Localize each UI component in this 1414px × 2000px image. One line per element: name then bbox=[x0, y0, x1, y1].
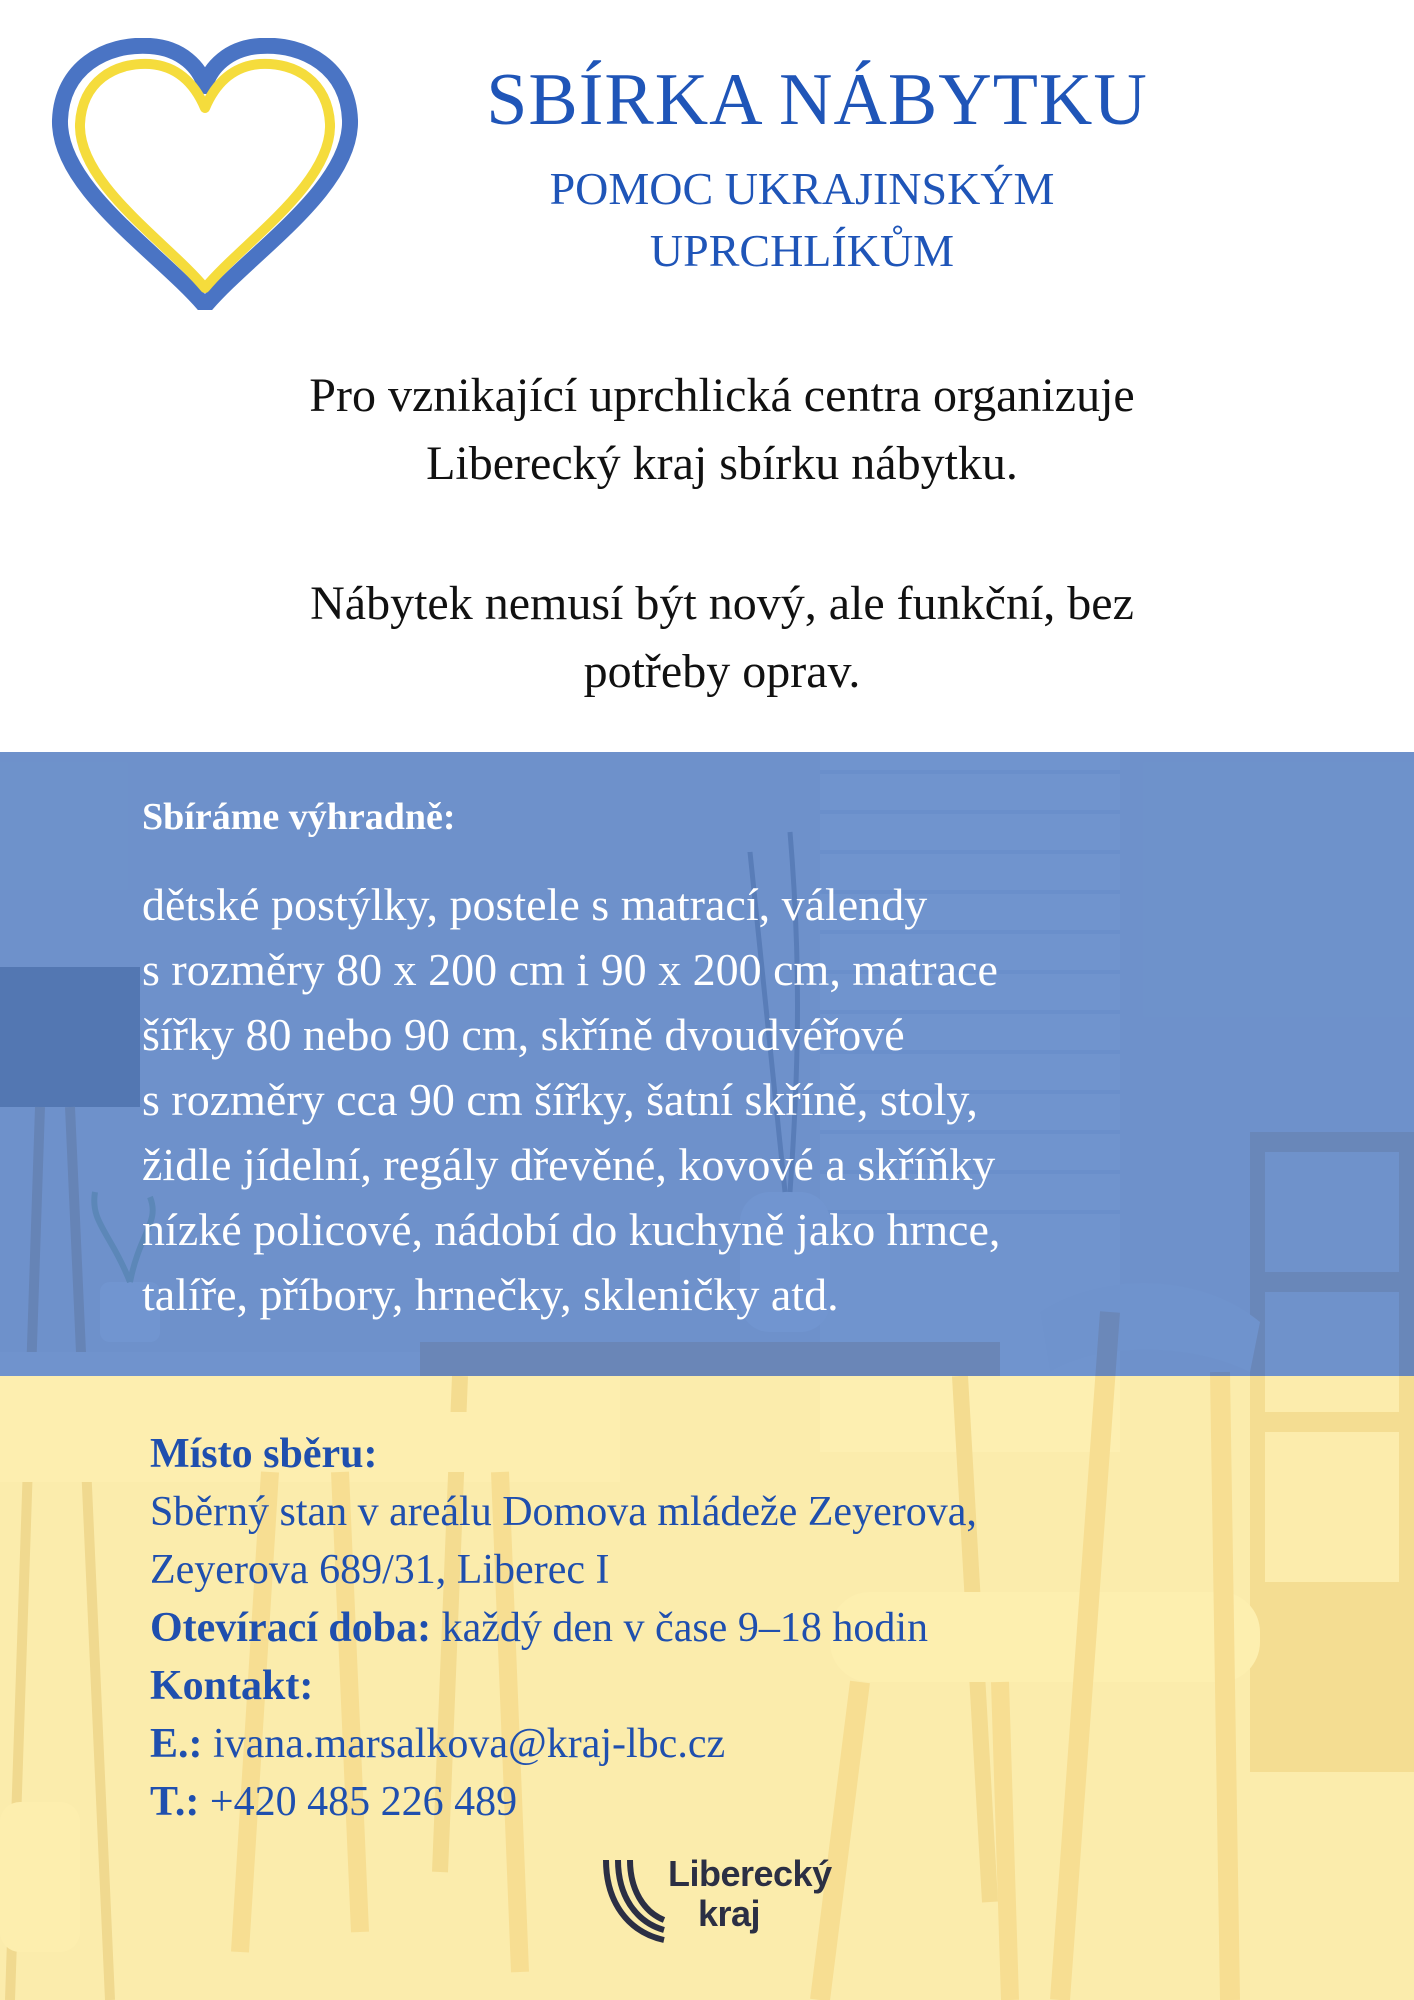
logo-line-1: Liberecký bbox=[668, 1853, 832, 1894]
poster-title: SBÍRKA NÁBYTKU bbox=[486, 59, 1148, 141]
intro-line: Nábytek nemusí být nový, ale funkční, bez bbox=[310, 577, 1134, 630]
items-heading: Sbíráme výhradně: bbox=[142, 796, 456, 838]
place-line-1: Sběrný stan v areálu Domova mládeže Zeyerova, bbox=[150, 1489, 977, 1535]
phone-value[interactable]: +420 485 226 489 bbox=[199, 1779, 518, 1825]
phone-label: T.: bbox=[150, 1779, 200, 1825]
logo-mark-icon bbox=[598, 1852, 668, 1948]
hours-label: Otevírací doba: bbox=[150, 1605, 432, 1651]
contact-label: Kontakt: bbox=[150, 1663, 314, 1709]
items-line: dětské postýlky, postele s matrací, válendy bbox=[142, 879, 928, 930]
items-line: židle jídelní, regály dřevěné, kovové a skříňky bbox=[142, 1139, 996, 1190]
logo-line-2: kraj bbox=[698, 1893, 761, 1934]
items-list bbox=[142, 872, 1272, 1327]
heart-icon bbox=[50, 38, 360, 310]
phone-row bbox=[150, 1773, 1300, 1831]
items-line: nízké policové, nádobí do kuchyně jako hrnce, bbox=[142, 1204, 1001, 1255]
email-label: E.: bbox=[150, 1721, 203, 1767]
place-line-2: Zeyerova 689/31, Liberec I bbox=[150, 1547, 610, 1593]
liberecky-kraj-logo bbox=[598, 1852, 832, 1948]
items-line: s rozměry cca 90 cm šířky, šatní skříně, stoly, bbox=[142, 1074, 978, 1125]
poster-subtitle bbox=[470, 158, 1134, 282]
items-line: talíře, příbory, hrnečky, skleničky atd. bbox=[142, 1269, 839, 1320]
items-line: šířky 80 nebo 90 cm, skříně dvoudvéřové bbox=[142, 1009, 905, 1060]
collection-info bbox=[150, 1425, 1300, 1831]
subtitle-line-1: POMOC UKRAJINSKÝM bbox=[549, 163, 1055, 214]
place-label: Místo sběru: bbox=[150, 1431, 378, 1477]
intro-paragraph-2 bbox=[150, 570, 1294, 706]
intro-line: Pro vznikající uprchlická centra organizuje bbox=[309, 369, 1135, 422]
logo-text bbox=[668, 1854, 832, 1934]
hours-value: každý den v čase 9–18 hodin bbox=[431, 1605, 928, 1651]
subtitle-line-2: UPRCHLÍKŮM bbox=[649, 225, 955, 276]
intro-line: Liberecký kraj sbírku nábytku. bbox=[426, 437, 1018, 490]
intro-line: potřeby oprav. bbox=[583, 645, 861, 698]
hours-row bbox=[150, 1599, 1300, 1657]
email-link[interactable]: ivana.marsalkova@kraj-lbc.cz bbox=[202, 1721, 726, 1767]
items-line: s rozměry 80 x 200 cm i 90 x 200 cm, matrace bbox=[142, 944, 998, 995]
email-row bbox=[150, 1715, 1300, 1773]
intro-paragraph-1 bbox=[150, 362, 1294, 498]
